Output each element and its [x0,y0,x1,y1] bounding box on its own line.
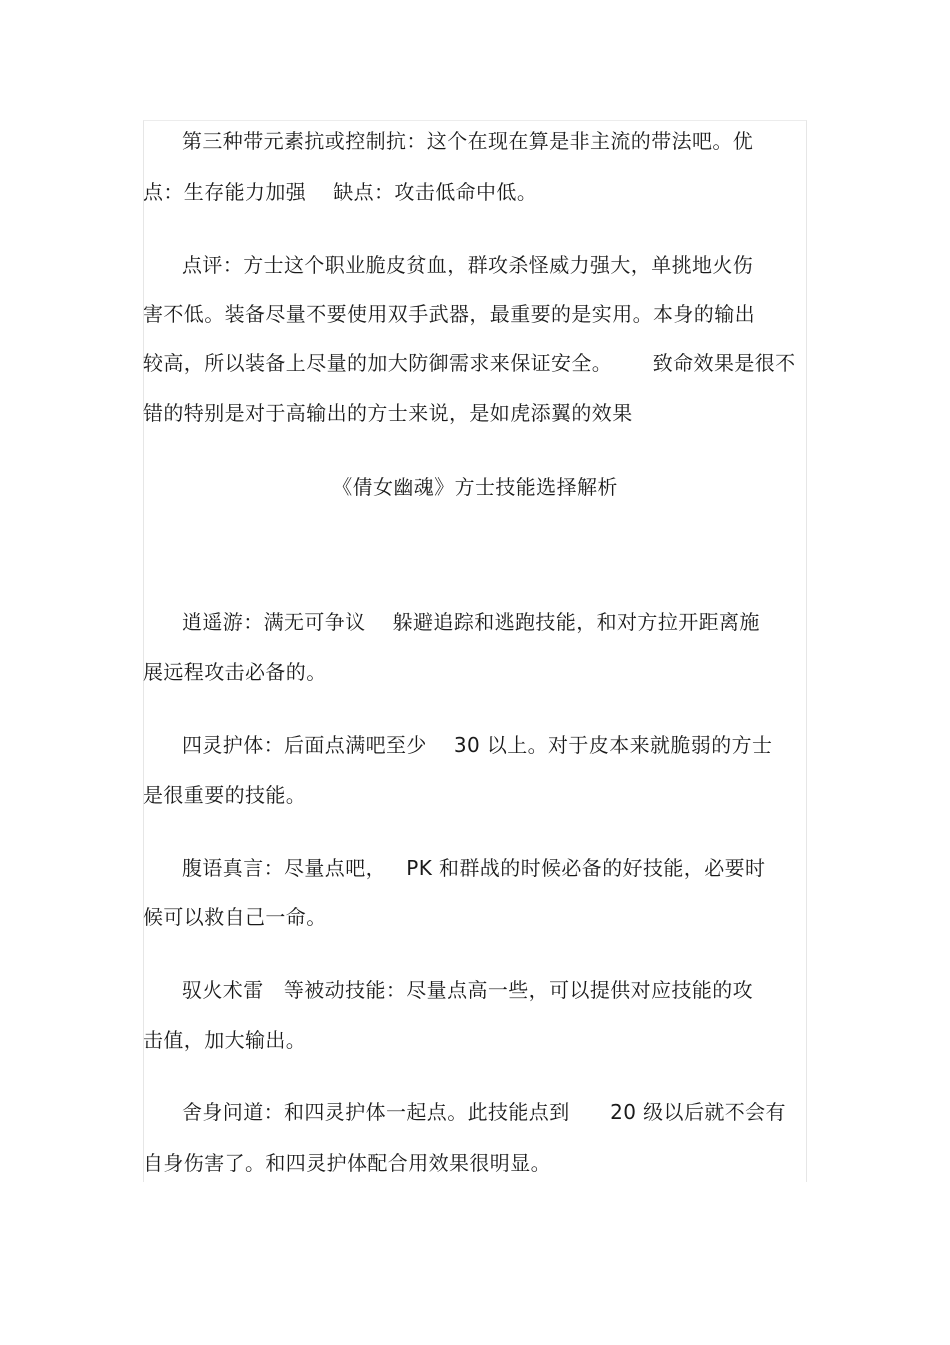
page-frame [143,120,807,1182]
skill-silinghuti-line-1: 四灵护体：后面点满吧至少 30 以上。对于皮本来就脆弱的方士 [182,733,773,757]
skill-yuhuoshu-line-1: 驭火术雷 等被动技能：尽量点高一些，可以提供对应技能的攻 [182,978,754,1002]
skill-sheshenwendao-line-1: 舍身问道：和四灵护体一起点。此技能点到 20 级以后就不会有 [182,1100,786,1124]
skill-sheshenwendao-line-2: 自身伤害了。和四灵护体配合用效果很明显。 [143,1151,551,1175]
review-line-1: 点评：方士这个职业脆皮贫血，群攻杀怪威力强大，单挑地火伤 [182,253,754,277]
skill-xiaoyaoyou-line-1: 逍遥游：满无可争议 躲避追踪和逃跑技能，和对方拉开距离施 [182,610,760,634]
intro-line-1: 第三种带元素抗或控制抗：这个在现在算是非主流的带法吧。优 [182,129,754,153]
review-line-2: 害不低。装备尽量不要使用双手武器，最重要的是实用。本身的输出 [143,302,755,326]
skill-yuhuoshu-line-2: 击值，加大输出。 [143,1028,307,1052]
skill-xiaoyaoyou-line-2: 展远程攻击必备的。 [143,660,327,684]
section-title: 《倩女幽魂》方士技能选择解析 [332,475,618,499]
review-line-3: 较高，所以装备上尽量的加大防御需求来保证安全。 致命效果是很不 [143,351,796,375]
skill-fuyuzhenyan-line-2: 候可以救自己一命。 [143,905,327,929]
intro-line-2: 点：生存能力加强 缺点：攻击低命中低。 [143,180,538,204]
skill-silinghuti-line-2: 是很重要的技能。 [143,783,307,807]
skill-fuyuzhenyan-line-1: 腹语真言：尽量点吧， PK 和群战的时候必备的好技能，必要时 [182,856,766,880]
review-line-4: 错的特别是对于高输出的方士来说，是如虎添翼的效果 [143,401,633,425]
